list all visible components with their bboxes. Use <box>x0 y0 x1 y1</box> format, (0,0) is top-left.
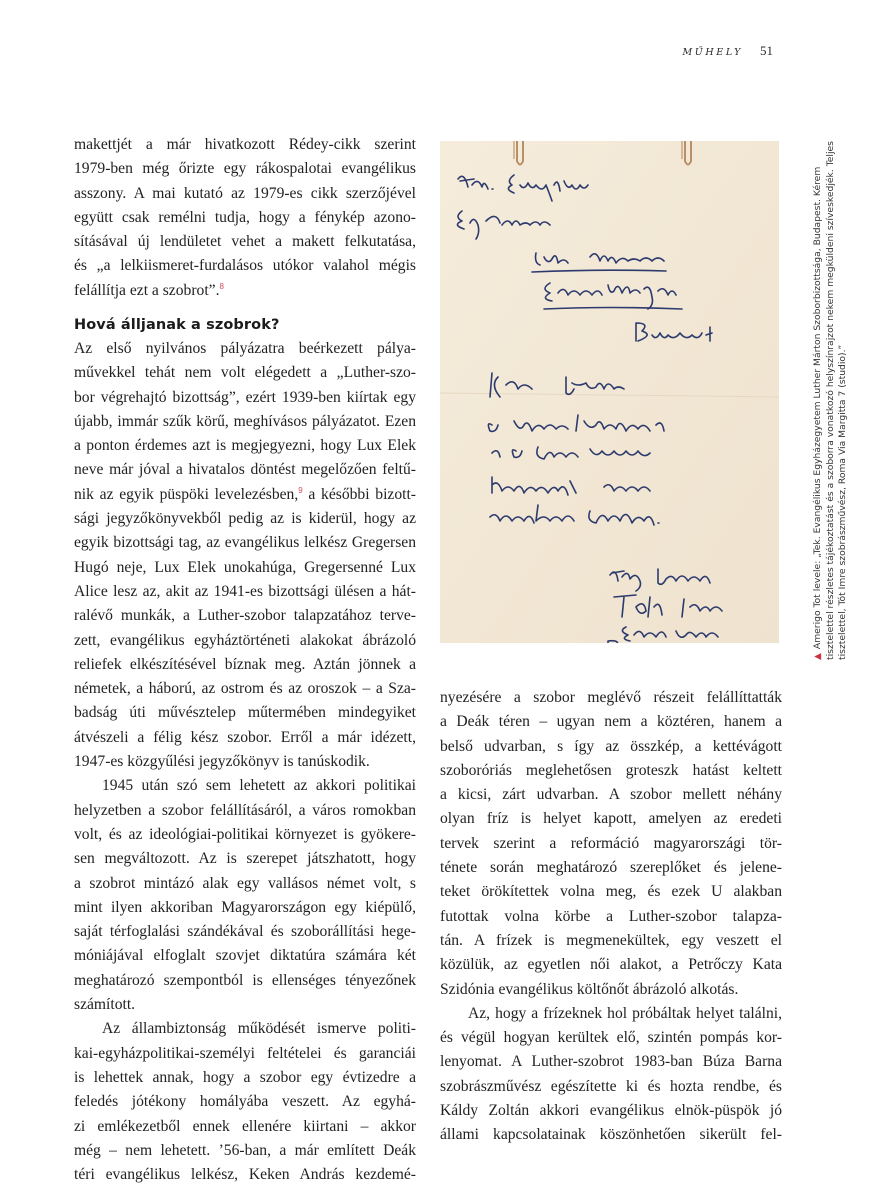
text-line: számított. <box>74 996 136 1014</box>
text-line: feledés jótékony homályába veszett. Az egyhá- <box>74 1093 416 1111</box>
text-fragment: nik az egyik püspöki levelezésben, <box>74 485 299 503</box>
text-line: újabb, immár szűk körű, meghívásos pályázatot. Ezen <box>74 412 416 430</box>
text-line: Káldy Zoltán akkori evangélikus elnök-püspök jó <box>440 1102 782 1120</box>
running-head <box>682 43 773 59</box>
text-fragment: felállítja ezt a szobrot”. <box>74 281 220 299</box>
text-line: Az első nyilvános pályázatra beérkezett pálya- <box>74 340 416 357</box>
footnote-ref-8[interactable]: 8 <box>219 281 224 291</box>
text-line: reliefek elkészítésével bíznak meg. Aztán jönnek a <box>74 655 416 673</box>
page-number: 51 <box>760 43 773 58</box>
text-line: belső udvarban, s így az összkép, a kettévágott <box>440 737 782 755</box>
left-column-main <box>74 313 416 1187</box>
text-line <box>74 483 416 507</box>
text-line: Alice lesz az, akit az 1941-es bizottsági ülésen a hát- <box>74 582 416 600</box>
text-line: olyan fríz is helyet kapott, amelyen az eredeti <box>440 810 782 828</box>
text-line: 1945 után szó sem lehetett az akkori politikai <box>102 777 416 795</box>
text-line: tervek szerint a reformáció magyarországi tör- <box>440 834 782 852</box>
text-line: téri evangélikus lelkész, Keken András kezdemé- <box>74 1166 416 1184</box>
text-line: a szobrot mintázó alak egy vallásos német volt, s <box>74 874 416 892</box>
paragraph-1 <box>440 686 782 1002</box>
text-line: makettjét a már hivatkozott Rédey-cikk szerint <box>74 136 416 153</box>
text-line: helyzetben a szobor felállításáról, a város romokban <box>74 801 416 819</box>
text-line: együtt csak remélni tudja, hogy a fénykép azono- <box>74 208 416 226</box>
text-line: Hugó neje, Lux Elek unokahúga, Gregersenné Lux <box>74 558 416 576</box>
text-line: 1979-ben még őrizte egy rákospalotai evangélikus <box>74 160 416 178</box>
text-line: badság úti művésztelep műtermében mindegyiket <box>74 704 416 722</box>
image-caption <box>812 130 872 660</box>
section-title: MŰHELY <box>682 47 743 58</box>
text-line: asszony. A mai kutató az 1979-es cikk szerzőjével <box>74 184 416 202</box>
text-line: a kicsi, zárt udvarban. A szobor mellett néhány <box>440 786 782 804</box>
right-column-text <box>440 686 782 1148</box>
text-line: és végül hogyan kerültek elő, szintén pompás kor- <box>440 1029 782 1047</box>
text-line: Az állambiztonság működését ismerve politi- <box>102 1020 416 1038</box>
text-fragment: a későbbi bizott- <box>302 485 416 503</box>
text-line: nyezésére a szobor meglévő részeit felállíttatták <box>440 689 782 706</box>
text-line: 1947-es közgyűlési jegyzőkönyv is tanúskodik. <box>74 753 370 771</box>
paragraph <box>74 133 416 303</box>
text-line: lenyomat. A Luther-szobrot 1983-ban Búza Barna <box>440 1053 782 1071</box>
text-line: ténete során meghatározó szereplőket és jelene- <box>440 859 782 877</box>
text-line: egyik bizottsági tag, az evangélikus lelkész Gregersen <box>74 534 416 552</box>
text-line: átvészeli a félig kész szobor. Erről a már idézett, <box>74 728 416 746</box>
text-line <box>74 279 416 303</box>
text-line: saját térfoglalási szándékával és szoborállítási hege- <box>74 923 416 941</box>
text-line: ralévő munkák, a Luther-szobor talapzatához terve- <box>74 607 416 625</box>
text-line: futottak volna körbe a Luther-szobor talapza- <box>440 907 782 925</box>
caption-marker-triangle-icon: ▲ <box>813 653 823 660</box>
handwriting-signature-block <box>440 141 779 643</box>
text-line: állami kapcsolatainak köszönhetően sikerült fel- <box>440 1126 782 1144</box>
text-line: közülük, az egyetlen női alakot, a Petrőczy Kata <box>440 956 782 974</box>
paragraph-2 <box>74 774 416 1017</box>
paragraph-1 <box>74 337 416 774</box>
text-line: a ponton érdemes azt is megjegyezni, hogy Lux Elek <box>74 437 416 455</box>
text-line: szobrászművész egészítette ki és hozta rendbe, és <box>440 1077 782 1095</box>
text-line: a Deák téren – ugyan nem a köztéren, hanem a <box>440 713 782 731</box>
text-line: teket örökítettek volna meg, és ezek U alakban <box>440 883 782 901</box>
text-line: még – nem lehetett. ’56-ban, a már említett Deák <box>74 1141 416 1159</box>
text-line: németek, a háború, az ostrom és az oroszok – a Sza- <box>74 680 416 698</box>
text-line: Az, hogy a frízeknek hol próbáltak helyet találni, <box>468 1004 782 1022</box>
text-line: is lehettek annak, hogy a szobor egy évtizedre a <box>74 1068 416 1086</box>
caption-text: Amerigo Tot levele: „Tek. Evangélikus Egyházegyetem Luther Márton Szoborbizottsága, Budapest. Kérem tisztelettel részletes tájékoztatást és a szoborra vonatkozó helyszínrajzot nekem megküldeni szíveskedjék. Teljes tisztelettel, Tót Imre szobrászművész, Roma Via Margitta 7 (studio).” <box>812 141 849 660</box>
text-line: Szidónia evangélikus költőnőt ábrázoló alkotás. <box>440 980 739 998</box>
footnote-ref-9[interactable]: 9 <box>298 485 303 495</box>
text-line: mint ilyen akkoriban Magyarországon egy kiépülő, <box>74 898 416 916</box>
caption-text-block <box>812 130 850 660</box>
text-line: szoboróriás meglehetősen groteszk hatást keltett <box>440 761 782 779</box>
text-line: sításával új lendületet vehet a makett felkutatása, <box>74 233 416 251</box>
text-line: tán. A frízek is megmenekültek, egy veszett el <box>440 931 782 949</box>
text-line: sen megváltozott. Az is szerepet játszhatott, hogy <box>74 850 416 868</box>
text-line: bor végrehajtó bizottság”, ezért 1939-ben kiírtak egy <box>74 388 416 406</box>
section-heading: Hová álljanak a szobrok? <box>74 317 280 333</box>
text-line: meghatározó szempontból is ellenséges tényezőnek <box>74 971 416 989</box>
paragraph-2 <box>440 1002 782 1148</box>
text-line: zett, evangélikus egyháztörténeti alakokat ábrázoló <box>74 631 416 649</box>
paragraph-3 <box>74 1017 416 1187</box>
letter-image <box>440 141 779 643</box>
text-line: neve már jóval a hivatalos döntést megelőzően feltű- <box>74 461 416 479</box>
text-line: móniájával elfoglalt szovjet diktatúra számára két <box>74 947 416 965</box>
text-line: művekkel tehát nem volt elégedett a „Luther-szo- <box>74 364 416 382</box>
text-line: és „a lelkiismeret-furdalásos utókor valahol mégis <box>74 257 416 275</box>
text-line: kai-egyházpolitikai-személyi feltételei és garanciái <box>74 1044 416 1062</box>
text-line: sági jegyzőkönyvekből pedig az is kiderül, hogy az <box>74 510 416 528</box>
text-line: zi emlékezetből ennek ellenére kiirtani – akkor <box>74 1117 416 1135</box>
text-line: volt, és az ideológiai-politikai környezet is gyökere- <box>74 825 416 843</box>
left-column-top-paragraph <box>74 133 416 303</box>
